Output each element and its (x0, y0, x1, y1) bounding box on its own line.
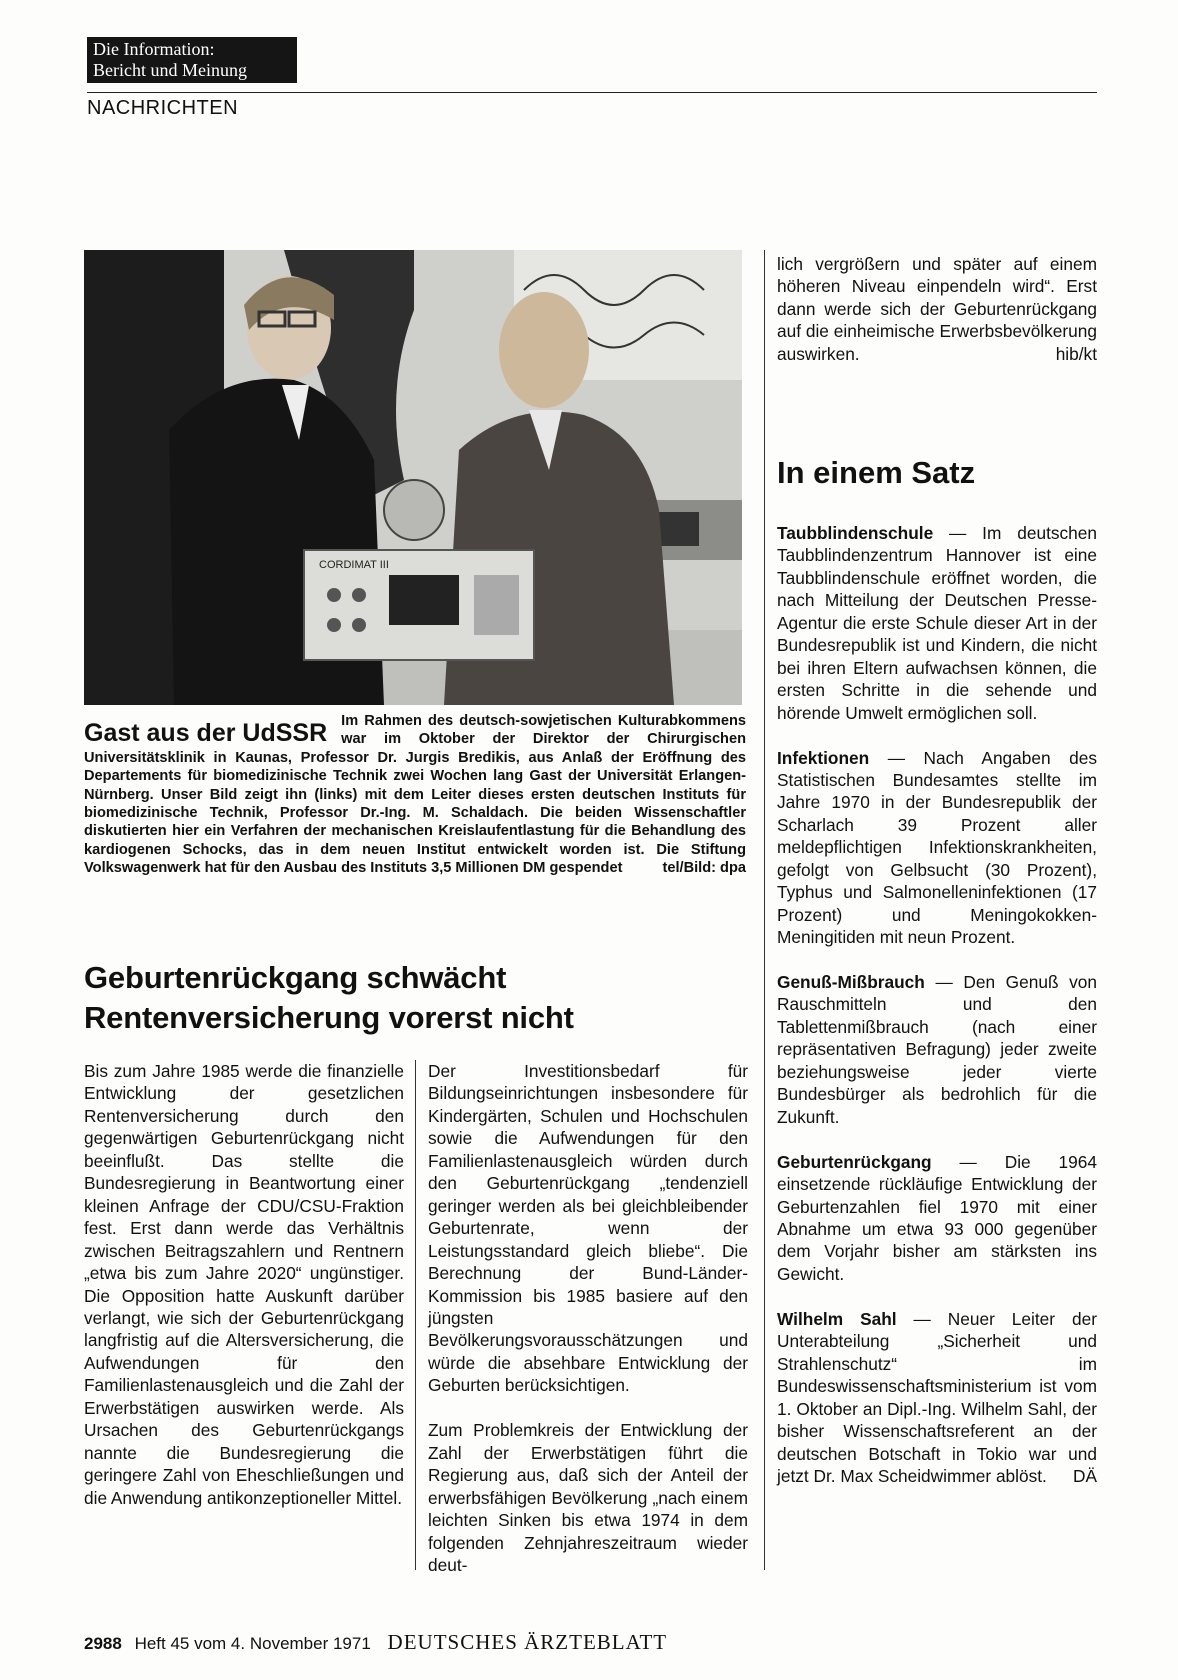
news-item-text: — Den Genuß von Rauschmitteln und den Tablettenmißbrauch (nach einer repräsentativen Befragung) jeder zweite beziehungsweise jeder vierte Bundesbürger als bedrohlich für die Zukunft. (777, 972, 1097, 1127)
article-column-2 (428, 1060, 748, 1576)
news-item-text: — Nach Angaben des Statistischen Bundesamtes stellte im Jahre 1970 in der Bundesrepublik der Scharlach 39 Prozent aller meldepflichtigen Infektionskrankheiten, gefolgt von Gelbsucht (30 Prozent), Typhus und Salmonelleninfektionen (17 Prozent) und Meningokokken-Meningitiden mit neun Prozent. (777, 747, 1097, 948)
header-rule (87, 92, 1097, 93)
logo-line-2: Bericht und Meinung (93, 60, 247, 80)
headline-line-1: Geburtenrückgang schwächt (84, 960, 507, 995)
caption-title: Gast aus der UdSSR (84, 719, 328, 747)
device-label: CORDIMAT III (319, 559, 389, 571)
news-item (777, 1308, 1097, 1488)
news-item (777, 971, 1097, 1128)
news-item-lead: Infektionen (777, 747, 870, 768)
article-headline (84, 958, 744, 1038)
photo-caption (84, 712, 746, 878)
news-item-sign: DÄ (1072, 1465, 1097, 1486)
caption-text: Im Rahmen des deutsch-sowjetischen Kulturabkommens war im Oktober der Direktor der Chirurgischen Universitätsklinik in Kaunas, Professor Dr. Jurgis Bredikis, aus Anlaß der Eröffnung des Departements für biomedizinische Technik zwei Wochen lang Gast der Universität Erlangen-Nürnberg. Unser Bild zeigt ihn (links) mit dem Leiter dieses ersten deutschen Instituts für biomedizinische Technik, Professor Dr.-Ing. M. Schaldach. Die beiden Wissenschaftler diskutierten hier ein Verfahren der mechanischen Kreislaufentlastung für die Behandlung des kardiogenen Schocks, das in dem neuen Institut entwickelt worden ist. Die Stiftung Volkswagenwerk hat für den Ausbau des Instituts 3,5 Millionen DM gespendet (84, 713, 746, 877)
magazine-name: DEUTSCHES ÄRZTEBLATT (387, 1630, 668, 1654)
article-column-1 (84, 1060, 404, 1509)
news-item-text: — Im deutschen Taubblindenzentrum Hannover ist eine Taubblindenschule eröffnet worden, die nach Mitteilung der Deutschen Presse-Agentur die erste Schule dieser Art in der Bundesrepublik ist und Kindern, die nicht bei ihren Eltern aufwachsen können, die ersten Schritte in die sehende und hörende Umwelt ermöglichen soll. (777, 523, 1097, 723)
article-paragraph: Bis zum Jahre 1985 werde die finanzielle Entwicklung der gesetzlichen Rentenversicherung durch den gegenwärtigen Geburtenrückgang nicht beeinflußt. Das stellte die Bundesregierung in Beantwortung einer kleinen Anfrage der CDU/CSU-Fraktion fest. Erst dann werde das Verhältnis zwischen Beitragszahlern und Rentnern „etwa bis zum Jahre 2020“ ungünstiger. Die Opposition hatte Auskunft darüber verlangt, wie sich der Geburtenrückgang langfristig auf die Altersversicherung, die Aufwendungen für den Familienlastenausgleich und die Zahl der Erwerbstätigen auswirken werde. Als Ursachen des Geburtenrückgangs nannte die Bundesregierung die geringere Zahl von Eheschließungen und die Anwendung antikonzeptioneller Mittel. (84, 1061, 404, 1508)
article-continuation-text: lich vergrößern und später auf einem höheren Niveau einpendeln wird“. Erst dann werde sich der Geburtenrückgang auf die einheimische Erwerbsbevölkerung auswirken. (777, 254, 1097, 364)
page-number: 2988 (84, 1634, 122, 1653)
headline-line-2: Rentenversicherung vorerst nicht (84, 1000, 574, 1035)
news-item-lead: Genuß-Mißbrauch (777, 972, 925, 993)
news-item-text: — Neuer Leiter der Unterabteilung „Sicherheit und Strahlenschutz“ im Bundeswissenschaftsministerium ist vom 1. Oktober an Dipl.-Ing. Wilhelm Sahl, der bisher Wissenschaftsreferent an der deutschen Botschaft in Tokio war und jetzt Dr. Max Scheidwimmer ablöst. (777, 1308, 1097, 1486)
section-label: NACHRICHTEN (87, 97, 239, 119)
news-item-lead: Wilhelm Sahl (777, 1308, 897, 1329)
photo-illustration (84, 250, 742, 705)
news-item (777, 747, 1097, 949)
article-paragraph: Zum Problemkreis der Entwicklung der Zahl der Erwerbstätigen führt die Regierung aus, daß sich der Anteil der erwerbsfähigen Bevölkerung „nach einem leichten Sinken bis etwa 1974 in dem folgenden Zehnjahreszeitraum wieder deut- (428, 1420, 748, 1575)
news-photo (84, 250, 742, 705)
news-item-text: — Die 1964 einsetzende rückläufige Entwicklung der Geburtenzahlen fiel 1970 mit einer Abnahme um etwa 93 000 gegenüber dem Vorjahr bisher am stärksten ins Gewicht. (777, 1151, 1097, 1284)
in-einem-satz-list (777, 522, 1097, 1510)
photo-credit: tel/Bild: dpa (662, 860, 746, 877)
magazine-section-logo (87, 37, 297, 83)
article-paragraph: Der Investitionsbedarf für Bildungseinrichtungen insbesondere für Kindergärten, Schulen und Hochschulen sowie die Aufwendungen für den Familienlastenausgleich würden durch den Geburtenrückgang „tendenziell geringer werden als bei gleichbleibender Geburtenrate, wenn der Leistungsstandard gleich bliebe“. Die Berechnung der Bund-Länder-Kommission bis 1985 basiere auf den jüngsten Bevölkerungsvorausschätzungen und würde die absehbare Entwicklung der Geburten berücksichtigen. (428, 1061, 748, 1396)
article-continuation (777, 253, 1097, 365)
news-item-lead: Geburtenrückgang (777, 1151, 932, 1172)
author-sign: hib/kt (1055, 343, 1097, 364)
page-footer (84, 1630, 667, 1655)
news-item (777, 522, 1097, 724)
logo-line-1: Die Information: (93, 39, 215, 59)
column-divider (764, 250, 765, 1570)
in-einem-satz-title: In einem Satz (777, 455, 976, 490)
issue-info: Heft 45 vom 4. November 1971 (134, 1634, 371, 1653)
news-item-lead: Taubblindenschule (777, 523, 934, 543)
news-item (777, 1151, 1097, 1286)
column-divider (415, 1060, 416, 1570)
